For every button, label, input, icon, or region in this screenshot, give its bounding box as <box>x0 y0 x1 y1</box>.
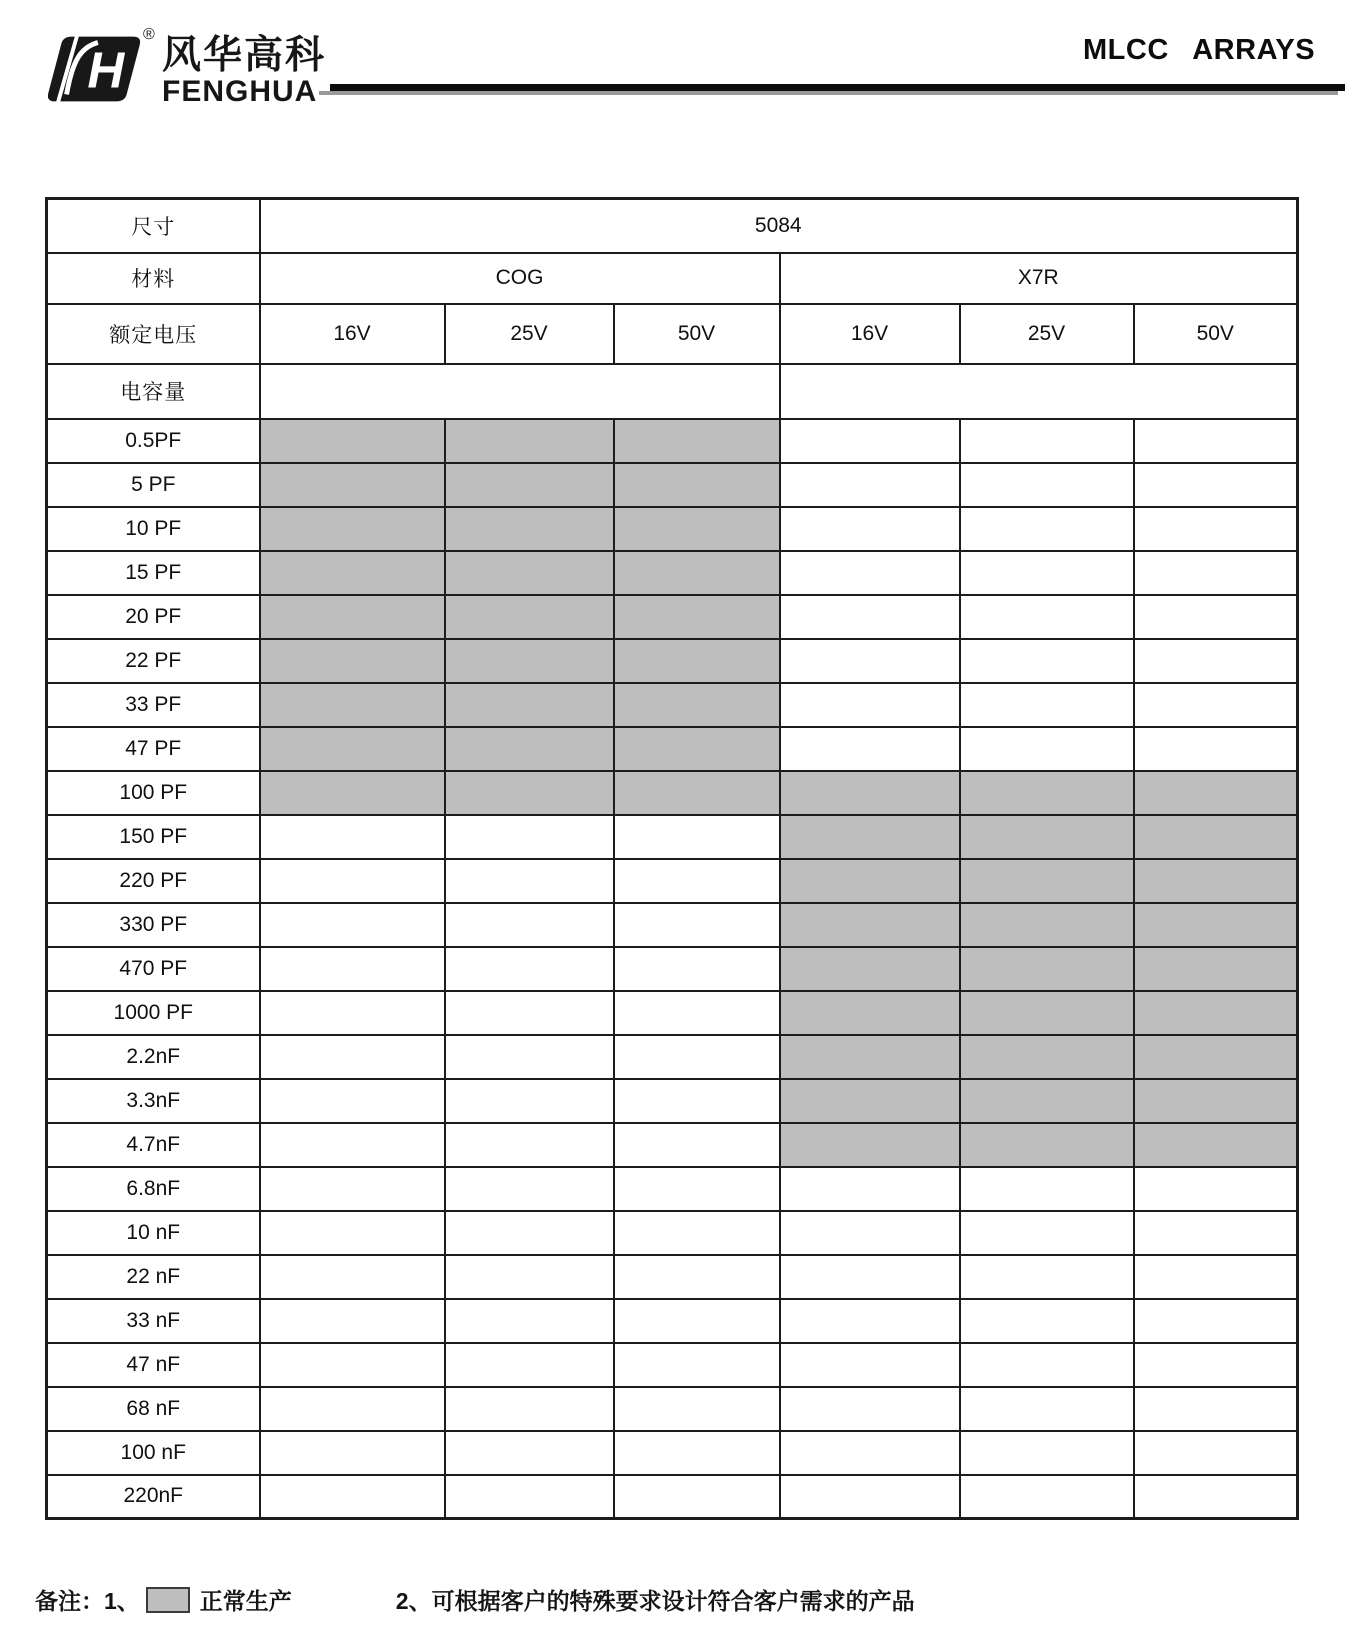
voltage-cog-50v: 50V <box>614 304 780 364</box>
availability-cell-x7r-50v <box>1134 1211 1298 1255</box>
capacitance-row <box>47 419 1298 463</box>
capacitance-label: 47 PF <box>47 727 260 771</box>
capacitance-label: 0.5PF <box>47 419 260 463</box>
capacitance-label: 33 nF <box>47 1299 260 1343</box>
availability-cell-x7r-25v <box>960 419 1134 463</box>
rated-voltage-row <box>47 304 1298 364</box>
availability-cell-cog-50v <box>614 1255 780 1299</box>
capacitance-row <box>47 463 1298 507</box>
availability-cell-x7r-25v <box>960 1035 1134 1079</box>
size-row <box>47 199 1298 253</box>
capacitance-row <box>47 771 1298 815</box>
availability-cell-cog-50v <box>614 1079 780 1123</box>
availability-cell-cog-25v <box>445 683 614 727</box>
voltage-x7r-50v: 50V <box>1134 304 1298 364</box>
availability-cell-x7r-16v <box>780 815 960 859</box>
availability-cell-cog-16v <box>260 727 445 771</box>
availability-cell-cog-50v <box>614 903 780 947</box>
production-legend-swatch <box>146 1587 190 1613</box>
availability-cell-cog-25v <box>445 419 614 463</box>
footnote-item2: 2、可根据客户的特殊要求设计符合客户需求的产品 <box>395 1588 915 1614</box>
availability-cell-cog-25v <box>445 1343 614 1387</box>
voltage-cog-16v: 16V <box>260 304 445 364</box>
capacitance-label: 2.2nF <box>47 1035 260 1079</box>
availability-cell-cog-25v <box>445 1299 614 1343</box>
availability-cell-x7r-25v <box>960 639 1134 683</box>
availability-cell-x7r-50v <box>1134 1387 1298 1431</box>
availability-cell-cog-25v <box>445 1255 614 1299</box>
capacitance-row <box>47 903 1298 947</box>
capacitance-label: 5 PF <box>47 463 260 507</box>
capacitance-label: 100 PF <box>47 771 260 815</box>
svg-text:H: H <box>87 41 125 99</box>
availability-cell-x7r-16v <box>780 1475 960 1519</box>
availability-cell-cog-16v <box>260 1475 445 1519</box>
material-row-header: 材料 <box>47 253 260 304</box>
voltage-x7r-25v: 25V <box>960 304 1134 364</box>
capacitance-row <box>47 1475 1298 1519</box>
availability-cell-x7r-25v <box>960 1431 1134 1475</box>
material-row <box>47 253 1298 304</box>
header-rule-shadow <box>319 91 1338 95</box>
brand-name-english: FENGHUA <box>162 75 318 108</box>
availability-cell-x7r-50v <box>1134 639 1298 683</box>
availability-cell-cog-25v <box>445 859 614 903</box>
availability-cell-cog-25v <box>445 727 614 771</box>
availability-cell-cog-25v <box>445 991 614 1035</box>
availability-cell-cog-16v <box>260 859 445 903</box>
capacitance-label: 150 PF <box>47 815 260 859</box>
capacitance-row <box>47 727 1298 771</box>
capacitance-row <box>47 1211 1298 1255</box>
availability-cell-x7r-16v <box>780 1343 960 1387</box>
brand-block <box>162 36 326 107</box>
availability-cell-cog-50v <box>614 1035 780 1079</box>
capacitance-row <box>47 815 1298 859</box>
availability-cell-x7r-25v <box>960 859 1134 903</box>
capacitance-label: 1000 PF <box>47 991 260 1035</box>
availability-cell-cog-16v <box>260 1079 445 1123</box>
capacitance-rows <box>47 419 1298 1519</box>
capacitance-label: 15 PF <box>47 551 260 595</box>
capacitance-label: 22 PF <box>47 639 260 683</box>
footnote-prefix: 备注：1、 <box>35 1588 140 1614</box>
voltage-x7r-16v: 16V <box>780 304 960 364</box>
capacitance-row <box>47 1387 1298 1431</box>
capacitance-row <box>47 1167 1298 1211</box>
availability-cell-x7r-50v <box>1134 1343 1298 1387</box>
availability-cell-x7r-50v <box>1134 683 1298 727</box>
availability-cell-x7r-25v <box>960 683 1134 727</box>
capacitance-row <box>47 683 1298 727</box>
availability-cell-x7r-25v <box>960 1123 1134 1167</box>
registered-trademark-symbol: ® <box>143 26 155 43</box>
availability-cell-x7r-25v <box>960 771 1134 815</box>
capacitance-label: 220nF <box>47 1475 260 1519</box>
availability-cell-cog-16v <box>260 947 445 991</box>
availability-cell-cog-50v <box>614 1343 780 1387</box>
availability-cell-cog-50v <box>614 727 780 771</box>
rated-voltage-row-header: 额定电压 <box>47 304 260 364</box>
capacitance-row <box>47 947 1298 991</box>
availability-cell-cog-25v <box>445 903 614 947</box>
capacitance-row <box>47 639 1298 683</box>
availability-cell-x7r-25v <box>960 1343 1134 1387</box>
availability-cell-x7r-16v <box>780 1123 960 1167</box>
availability-cell-cog-16v <box>260 639 445 683</box>
availability-cell-cog-16v <box>260 991 445 1035</box>
header-rule <box>330 84 1345 91</box>
availability-cell-cog-16v <box>260 771 445 815</box>
availability-cell-cog-50v <box>614 1387 780 1431</box>
availability-cell-cog-16v <box>260 1431 445 1475</box>
availability-cell-x7r-50v <box>1134 463 1298 507</box>
availability-cell-x7r-25v <box>960 1299 1134 1343</box>
availability-cell-x7r-50v <box>1134 859 1298 903</box>
availability-cell-cog-25v <box>445 463 614 507</box>
production-legend-label: 正常生产 <box>199 1588 292 1614</box>
availability-cell-x7r-50v <box>1134 1431 1298 1475</box>
availability-cell-x7r-25v <box>960 947 1134 991</box>
size-value: 5084 <box>260 199 1298 253</box>
availability-cell-cog-25v <box>445 595 614 639</box>
capacitance-label: 330 PF <box>47 903 260 947</box>
availability-cell-cog-50v <box>614 595 780 639</box>
capacitance-header-row <box>47 364 1298 419</box>
capacitance-label: 22 nF <box>47 1255 260 1299</box>
availability-cell-x7r-50v <box>1134 991 1298 1035</box>
availability-cell-cog-50v <box>614 1167 780 1211</box>
availability-cell-cog-50v <box>614 639 780 683</box>
availability-cell-cog-50v <box>614 507 780 551</box>
availability-cell-cog-50v <box>614 859 780 903</box>
availability-cell-x7r-50v <box>1134 507 1298 551</box>
availability-cell-x7r-50v <box>1134 551 1298 595</box>
capacitance-row <box>47 1079 1298 1123</box>
availability-cell-cog-50v <box>614 1431 780 1475</box>
availability-cell-x7r-16v <box>780 551 960 595</box>
brand-name-chinese: 风华高科 <box>162 34 327 77</box>
availability-cell-cog-50v <box>614 947 780 991</box>
availability-cell-cog-16v <box>260 1167 445 1211</box>
availability-cell-x7r-50v <box>1134 1079 1298 1123</box>
voltage-cog-25v: 25V <box>445 304 614 364</box>
availability-cell-x7r-25v <box>960 551 1134 595</box>
capacitance-row <box>47 551 1298 595</box>
availability-cell-cog-25v <box>445 1167 614 1211</box>
availability-cell-cog-16v <box>260 1343 445 1387</box>
availability-cell-cog-50v <box>614 771 780 815</box>
availability-cell-x7r-16v <box>780 639 960 683</box>
availability-cell-x7r-25v <box>960 1211 1134 1255</box>
footnote <box>35 1583 915 1616</box>
availability-cell-x7r-50v <box>1134 1123 1298 1167</box>
capacitance-row-header: 电容量 <box>47 364 260 419</box>
availability-cell-x7r-25v <box>960 903 1134 947</box>
availability-cell-cog-16v <box>260 1211 445 1255</box>
availability-cell-x7r-50v <box>1134 1167 1298 1211</box>
availability-cell-x7r-16v <box>780 595 960 639</box>
availability-cell-x7r-16v <box>780 463 960 507</box>
availability-cell-x7r-25v <box>960 815 1134 859</box>
availability-cell-x7r-25v <box>960 595 1134 639</box>
availability-cell-x7r-25v <box>960 1387 1134 1431</box>
availability-cell-cog-16v <box>260 507 445 551</box>
availability-cell-cog-25v <box>445 1475 614 1519</box>
availability-cell-cog-25v <box>445 1123 614 1167</box>
capacitance-row <box>47 595 1298 639</box>
availability-cell-x7r-50v <box>1134 947 1298 991</box>
availability-cell-x7r-25v <box>960 463 1134 507</box>
availability-cell-cog-16v <box>260 1255 445 1299</box>
availability-cell-x7r-16v <box>780 1431 960 1475</box>
availability-cell-cog-50v <box>614 551 780 595</box>
availability-cell-x7r-25v <box>960 507 1134 551</box>
availability-cell-x7r-16v <box>780 1167 960 1211</box>
availability-cell-cog-16v <box>260 463 445 507</box>
availability-cell-x7r-50v <box>1134 1035 1298 1079</box>
availability-cell-x7r-25v <box>960 991 1134 1035</box>
fenghua-logo-icon <box>45 33 143 105</box>
availability-cell-x7r-25v <box>960 727 1134 771</box>
availability-cell-x7r-50v <box>1134 771 1298 815</box>
size-row-header: 尺寸 <box>47 199 260 253</box>
availability-cell-x7r-50v <box>1134 1475 1298 1519</box>
capacitance-availability-table <box>45 197 1299 1520</box>
availability-cell-x7r-50v <box>1134 1255 1298 1299</box>
capacitance-row <box>47 1123 1298 1167</box>
availability-cell-cog-16v <box>260 1387 445 1431</box>
availability-cell-cog-25v <box>445 815 614 859</box>
availability-cell-x7r-50v <box>1134 595 1298 639</box>
capacitance-label: 4.7nF <box>47 1123 260 1167</box>
capacitance-label: 33 PF <box>47 683 260 727</box>
availability-cell-cog-16v <box>260 903 445 947</box>
availability-cell-cog-25v <box>445 639 614 683</box>
availability-cell-cog-25v <box>445 947 614 991</box>
availability-cell-x7r-25v <box>960 1167 1134 1211</box>
availability-cell-cog-25v <box>445 771 614 815</box>
availability-cell-cog-16v <box>260 419 445 463</box>
availability-cell-x7r-25v <box>960 1255 1134 1299</box>
availability-cell-cog-16v <box>260 551 445 595</box>
availability-cell-x7r-16v <box>780 1299 960 1343</box>
availability-cell-cog-25v <box>445 507 614 551</box>
capacitance-row <box>47 1343 1298 1387</box>
availability-cell-x7r-16v <box>780 683 960 727</box>
availability-cell-x7r-16v <box>780 947 960 991</box>
availability-cell-cog-50v <box>614 1299 780 1343</box>
capacitance-row <box>47 859 1298 903</box>
availability-cell-cog-25v <box>445 1211 614 1255</box>
capacitance-row <box>47 1431 1298 1475</box>
capacitance-label: 100 nF <box>47 1431 260 1475</box>
capacitance-row <box>47 991 1298 1035</box>
capacitance-header-cog-spacer <box>260 364 780 419</box>
availability-cell-x7r-25v <box>960 1079 1134 1123</box>
availability-cell-x7r-16v <box>780 1035 960 1079</box>
capacitance-label: 220 PF <box>47 859 260 903</box>
availability-cell-x7r-16v <box>780 727 960 771</box>
availability-cell-x7r-16v <box>780 1387 960 1431</box>
availability-cell-cog-25v <box>445 1387 614 1431</box>
availability-cell-x7r-16v <box>780 991 960 1035</box>
availability-cell-x7r-50v <box>1134 419 1298 463</box>
capacitance-label: 20 PF <box>47 595 260 639</box>
availability-cell-cog-16v <box>260 1299 445 1343</box>
availability-cell-x7r-25v <box>960 1475 1134 1519</box>
availability-cell-x7r-16v <box>780 771 960 815</box>
material-cog: COG <box>260 253 780 304</box>
availability-cell-x7r-50v <box>1134 903 1298 947</box>
availability-cell-x7r-16v <box>780 1255 960 1299</box>
availability-cell-cog-25v <box>445 1431 614 1475</box>
availability-cell-cog-50v <box>614 991 780 1035</box>
availability-cell-x7r-16v <box>780 507 960 551</box>
availability-cell-x7r-16v <box>780 903 960 947</box>
availability-cell-cog-16v <box>260 683 445 727</box>
availability-cell-cog-50v <box>614 419 780 463</box>
availability-cell-x7r-16v <box>780 1211 960 1255</box>
capacitance-row <box>47 1299 1298 1343</box>
availability-cell-cog-16v <box>260 595 445 639</box>
availability-cell-cog-25v <box>445 551 614 595</box>
capacitance-label: 10 PF <box>47 507 260 551</box>
capacitance-label: 470 PF <box>47 947 260 991</box>
capacitance-label: 10 nF <box>47 1211 260 1255</box>
availability-cell-cog-50v <box>614 463 780 507</box>
availability-cell-cog-16v <box>260 1035 445 1079</box>
capacitance-row <box>47 1035 1298 1079</box>
capacitance-label: 47 nF <box>47 1343 260 1387</box>
availability-cell-cog-50v <box>614 1475 780 1519</box>
availability-cell-cog-50v <box>614 1123 780 1167</box>
capacitance-row <box>47 507 1298 551</box>
material-x7r: X7R <box>780 253 1298 304</box>
availability-cell-x7r-50v <box>1134 815 1298 859</box>
availability-cell-x7r-16v <box>780 859 960 903</box>
availability-cell-x7r-16v <box>780 1079 960 1123</box>
capacitance-label: 3.3nF <box>47 1079 260 1123</box>
availability-cell-cog-25v <box>445 1035 614 1079</box>
availability-cell-x7r-16v <box>780 419 960 463</box>
availability-cell-cog-50v <box>614 683 780 727</box>
availability-cell-cog-16v <box>260 815 445 859</box>
page-title: MLCC ARRAYS <box>1083 34 1316 66</box>
capacitance-header-x7r-spacer <box>780 364 1298 419</box>
capacitance-label: 6.8nF <box>47 1167 260 1211</box>
availability-cell-x7r-50v <box>1134 727 1298 771</box>
availability-cell-cog-50v <box>614 815 780 859</box>
availability-cell-cog-16v <box>260 1123 445 1167</box>
capacitance-row <box>47 1255 1298 1299</box>
availability-cell-x7r-50v <box>1134 1299 1298 1343</box>
capacitance-label: 68 nF <box>47 1387 260 1431</box>
availability-cell-cog-25v <box>445 1079 614 1123</box>
availability-cell-cog-50v <box>614 1211 780 1255</box>
